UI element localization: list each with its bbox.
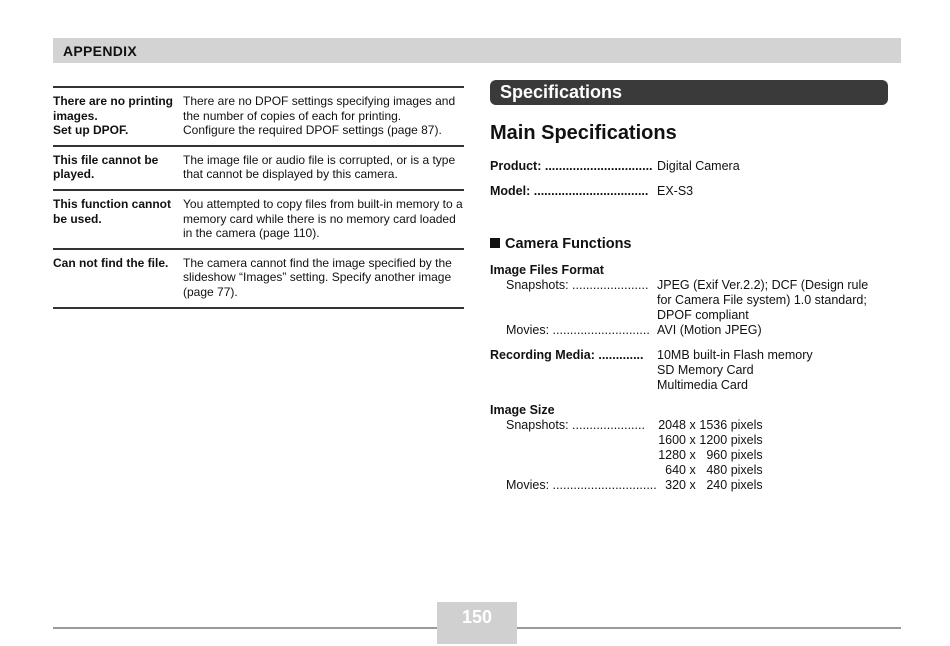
size-movies-label: Movies: bbox=[506, 478, 550, 492]
description-text: The image file or audio file is corrupted, or is a type that cannot be displayed by this camera. bbox=[183, 152, 456, 182]
size-unit: pixels bbox=[730, 448, 763, 462]
recording-value-line: Multimedia Card bbox=[657, 378, 749, 392]
square-bullet-icon bbox=[490, 238, 500, 248]
size-height: 1536 bbox=[699, 418, 728, 432]
camera-functions-heading bbox=[490, 236, 632, 252]
description-text: You attempted to copy files from built-in memory to a memory card while there is no memory card loaded in the camera (page 110). bbox=[183, 196, 463, 241]
size-height: 1200 bbox=[699, 433, 728, 447]
times-sign: x bbox=[689, 448, 696, 462]
times-sign: x bbox=[689, 478, 696, 492]
problem-text: Can not find the file. bbox=[53, 255, 169, 270]
model-value: EX-S3 bbox=[657, 184, 694, 198]
problem-text: This file cannot be played. bbox=[53, 152, 159, 182]
movies-value: AVI (Motion JPEG) bbox=[657, 323, 762, 337]
appendix-header bbox=[53, 38, 901, 63]
banner-title: Specifications bbox=[500, 82, 623, 102]
times-sign: x bbox=[689, 418, 696, 432]
snapshots-value-line: for Camera File system) 1.0 standard; bbox=[657, 293, 867, 307]
model-label: Model: bbox=[490, 184, 531, 198]
header-title: APPENDIX bbox=[63, 43, 137, 59]
snapshots-label-wrap: Snapshots: ...................... bbox=[506, 278, 649, 292]
description-cell bbox=[183, 94, 464, 138]
recording-value bbox=[657, 348, 813, 393]
main-specifications-title: Main Specifications bbox=[490, 122, 677, 144]
table-row bbox=[53, 147, 464, 191]
description-text: There are no DPOF settings specifying images and the number of copies of each for printing. bbox=[183, 94, 456, 123]
problem-cell bbox=[53, 197, 183, 241]
troubleshooting-table bbox=[53, 86, 464, 309]
problem-cell bbox=[53, 94, 183, 138]
table-row bbox=[53, 250, 464, 309]
recording-value-line: SD Memory Card bbox=[657, 363, 754, 377]
description-text: The camera cannot find the image specified by the slideshow “Images” setting. Specify another image (page 77). bbox=[183, 255, 452, 299]
size-height: 480 bbox=[706, 463, 728, 477]
product-label: Product: bbox=[490, 159, 542, 173]
problem-cell bbox=[53, 256, 183, 300]
image-files-label: Image Files Format bbox=[490, 263, 604, 277]
size-width: 1600 bbox=[658, 433, 686, 447]
recording-value-line: 10MB built-in Flash memory bbox=[657, 348, 813, 362]
section-title: Camera Functions bbox=[505, 236, 632, 252]
snapshots-value-line: DPOF compliant bbox=[657, 308, 749, 322]
description-cell bbox=[183, 153, 464, 182]
movies-label: Movies: bbox=[506, 323, 550, 337]
table-row bbox=[53, 88, 464, 147]
product-label-wrap: Product: ............................... bbox=[490, 159, 653, 173]
times-sign: x bbox=[689, 433, 696, 447]
size-list bbox=[655, 418, 763, 478]
problem-text: Set up DPOF. bbox=[53, 123, 129, 138]
image-size-label: Image Size bbox=[490, 403, 555, 417]
size-unit: pixels bbox=[730, 463, 763, 477]
description-cell bbox=[183, 256, 464, 300]
page-number: 150 bbox=[461, 607, 493, 627]
problem-cell bbox=[53, 153, 183, 182]
size-width: 1280 bbox=[658, 448, 686, 462]
size-line bbox=[655, 463, 763, 478]
specifications-banner bbox=[490, 80, 888, 105]
snapshots-value bbox=[657, 278, 868, 323]
size-line bbox=[655, 433, 763, 448]
description-text: Configure the required DPOF settings (page 87). bbox=[183, 123, 442, 138]
product-value: Digital Camera bbox=[657, 159, 740, 173]
size-height: 960 bbox=[706, 448, 728, 462]
movies-label-wrap: Movies: ............................ bbox=[506, 323, 650, 337]
table-row bbox=[53, 191, 464, 250]
problem-text: There are no printing images. bbox=[53, 94, 174, 123]
size-unit: pixels bbox=[730, 433, 763, 447]
size-line bbox=[655, 448, 763, 463]
size-unit: pixels bbox=[730, 478, 763, 492]
size-width: 320 bbox=[665, 478, 686, 492]
size-width: 640 bbox=[665, 463, 686, 477]
times-sign: x bbox=[689, 463, 696, 477]
size-height: 240 bbox=[706, 478, 728, 492]
page-number-tab bbox=[437, 602, 517, 644]
size-unit: pixels bbox=[730, 418, 763, 432]
size-movies-label-wrap: Movies: .............................. bbox=[506, 478, 657, 492]
size-width: 2048 bbox=[658, 418, 686, 432]
recording-label: Recording Media: bbox=[490, 348, 595, 362]
snapshots-label: Snapshots: bbox=[506, 278, 569, 292]
size-snapshots-label: Snapshots: bbox=[506, 418, 569, 432]
problem-text: This function cannot be used. bbox=[53, 196, 171, 226]
description-cell bbox=[183, 197, 464, 241]
recording-label-wrap: Recording Media: ............. bbox=[490, 348, 644, 362]
size-snapshots-label-wrap: Snapshots: ..................... bbox=[506, 418, 645, 432]
size-line bbox=[655, 418, 763, 433]
snapshots-value-line: JPEG (Exif Ver.2.2); DCF (Design rule bbox=[657, 278, 869, 292]
model-label-wrap: Model: ................................. bbox=[490, 184, 649, 198]
movie-size-line bbox=[655, 478, 763, 493]
